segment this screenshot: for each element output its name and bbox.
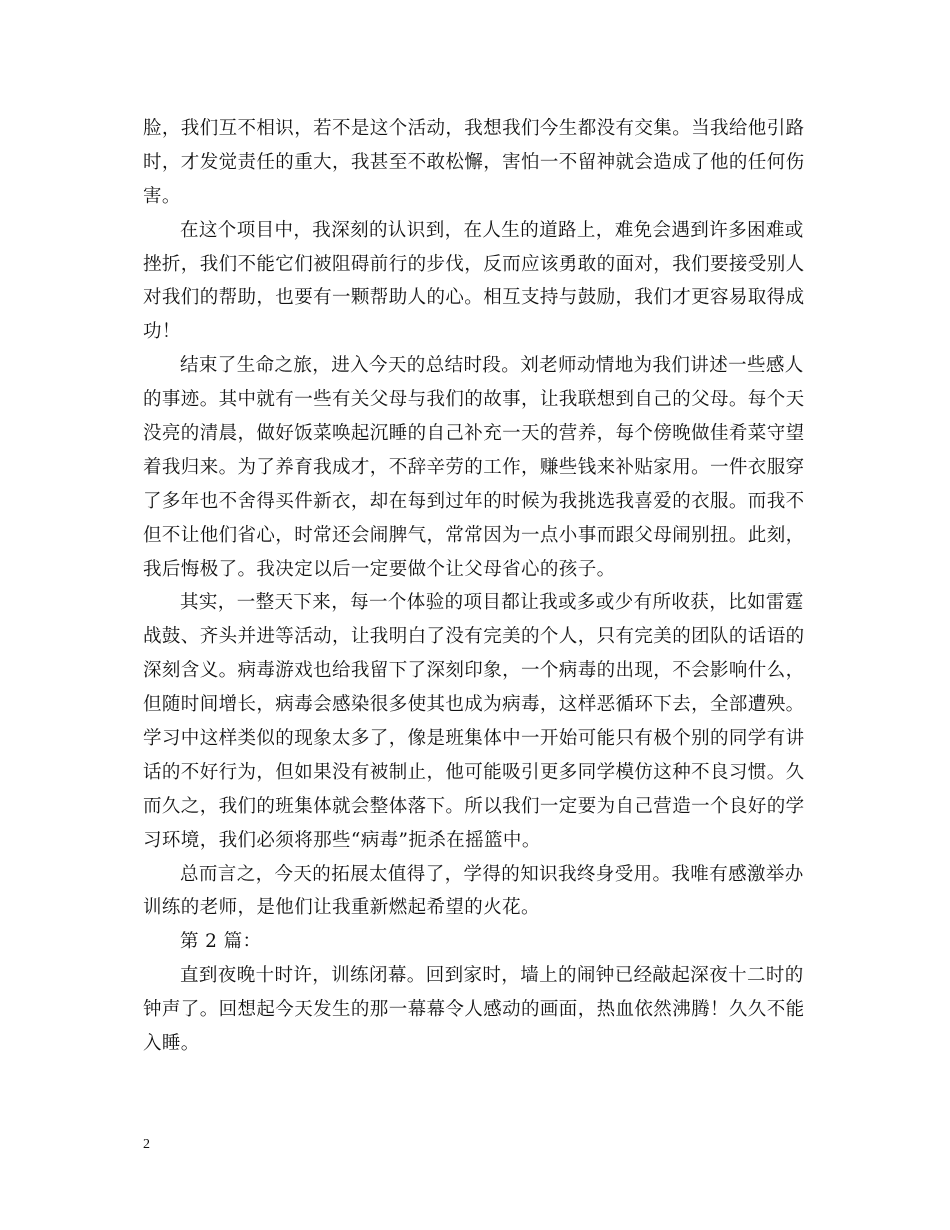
page-number: 2 [143, 1137, 150, 1152]
text-line: 深刻含义。病毒游戏也给我留下了深刻印象，一个病毒的出现，不会影响什么， [143, 660, 805, 682]
text-line: 时，才发觉责任的重大，我甚至不敢松懈，害怕一不留神就会造成了他的任何伤 [143, 151, 805, 173]
paragraph-start-line: 结束了生命之旅，进入今天的总结时段。刘老师动情地为我们讲述一些感人 [180, 355, 804, 377]
text-line: 话的不好行为，但如果没有被制止，他可能吸引更多同学模仿这种不良习惯。久 [143, 761, 805, 783]
text-line: 训练的老师，是他们让我重新燃起希望的火花。 [143, 897, 540, 919]
text-line: 入睡。 [143, 1033, 200, 1055]
text-line: 挫折，我们不能它们被阻碍前行的步伐，反而应该勇敢的面对，我们要接受别人 [143, 253, 805, 275]
text-line: 而久之，我们的班集体就会整体落下。所以我们一定要为自己营造一个良好的学 [143, 795, 805, 817]
text-line: 对我们的帮助，也要有一颗帮助人的心。相互支持与鼓励，我们才更容易取得成 [143, 287, 805, 309]
paragraph-start-line: 直到夜晚十时许，训练闭幕。回到家时，墙上的闹钟已经敲起深夜十二时的 [180, 965, 804, 987]
text-line: 但不让他们省心，时常还会闹脾气，常常因为一点小事而跟父母闹别扭。此刻， [143, 524, 805, 546]
paragraph-start-line: 其实，一整天下来，每一个体验的项目都让我或多或少有所收获，比如雷霆 [180, 592, 804, 614]
text-line: 的事迹。其中就有一些有关父母与我们的故事，让我联想到自己的父母。每个天 [143, 389, 805, 411]
section-heading: 第 2 篇： [180, 931, 262, 953]
text-line: 害。 [143, 185, 181, 207]
paragraph-start-line: 总而言之，今天的拓展太值得了，学得的知识我终身受用。我唯有感激举办 [180, 863, 804, 885]
text-line: 但随时间增长，病毒会感染很多使其也成为病毒，这样恶循环下去，全部遭殃。 [143, 694, 805, 716]
text-line: 习环境，我们必须将那些“病毒”扼杀在摇篮中。 [143, 829, 541, 851]
text-line: 钟声了。回想起今天发生的那一幕幕令人感动的画面，热血依然沸腾！久久不能 [143, 999, 805, 1021]
text-line: 着我归来。为了养育我成才，不辞辛劳的工作，赚些钱来补贴家用。一件衣服穿 [143, 456, 805, 478]
text-line: 功！ [143, 321, 181, 343]
text-line: 我后悔极了。我决定以后一定要做个让父母省心的孩子。 [143, 558, 616, 580]
text-line: 学习中这样类似的现象太多了，像是班集体中一开始可能只有极个别的同学有讲 [143, 728, 805, 750]
document-body [143, 112, 809, 1061]
text-line: 脸，我们互不相识，若不是这个活动，我想我们今生都没有交集。当我给他引路 [143, 118, 805, 139]
paragraph-start-line: 在这个项目中，我深刻的认识到，在人生的道路上，难免会遇到许多困难或 [180, 219, 804, 241]
text-line: 了多年也不舍得买件新衣，却在每到过年的时候为我挑选我喜爱的衣服。而我不 [143, 490, 805, 512]
text-line: 战鼓、齐头并进等活动，让我明白了没有完美的个人，只有完美的团队的话语的 [143, 626, 805, 648]
text-line: 没亮的清晨，做好饭菜唤起沉睡的自己补充一天的营养，每个傍晚做佳肴菜守望 [143, 423, 805, 445]
